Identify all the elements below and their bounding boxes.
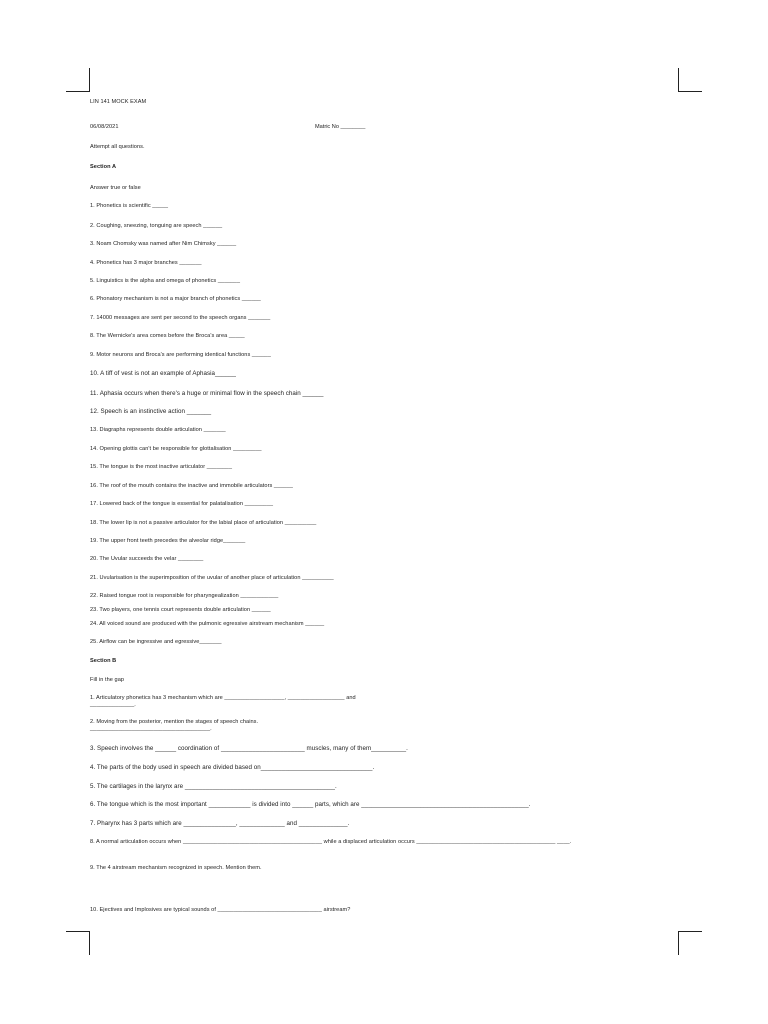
question-a-14: 14. Opening glottis can't be responsible for glottalisation _________ <box>90 446 262 452</box>
question-a-4: 4. Phonetics has 3 major branches _______ <box>90 260 202 266</box>
question-a-13: 13. Diagraphs represents double articulation _______ <box>90 427 226 433</box>
question-b-8: 8. A normal articulation occurs when ____________________________________________ while a displaced articulation occurs ____________________________________________ ____. <box>90 839 572 845</box>
question-a-15: 15. The tongue is the most inactive articulator ________ <box>90 464 233 470</box>
question-a-8: 8. The Wernicke's area comes before the Broca's area _____ <box>90 333 245 339</box>
crop-mark-bottom-left-vertical <box>89 931 90 955</box>
question-a-7: 7. 14000 messages are sent per second to the speech organs _______ <box>90 315 271 321</box>
question-a-22: 22. Raised tongue root is responsible for pharyngealization ____________ <box>90 593 279 599</box>
question-b-6: 6. The tongue which is the most important ____________ is divided into ______ parts, which are ________________________________________________. <box>90 801 531 808</box>
question-a-3: 3. Noam Chomsky was named after Nim Chimsky ______ <box>90 241 237 247</box>
question-a-11: 11. Aphasia occurs when there's a huge or minimal flow in the speech chain ______ <box>90 390 324 397</box>
question-a-2: 2. Coughing, sneezing, tonguing are speech ______ <box>90 223 223 229</box>
crop-mark-top-right-vertical <box>678 68 679 92</box>
question-b-4: 4. The parts of the body used in speech are divided based on________________________________. <box>90 764 375 771</box>
question-b-7: 7. Pharynx has 3 parts which are _______________, _____________ and ______________. <box>90 820 350 827</box>
section-a-title: Section A <box>90 164 117 170</box>
question-b-5: 5. The cartilages in the larynx are ___________________________________________. <box>90 783 337 790</box>
question-b-10: 10. Ejectives and Implosives are typical sounds of _________________________________ airstream? <box>90 907 351 913</box>
exam-date: 06/08/2021 <box>90 124 119 130</box>
question-a-21: 21. Uvularisation is the superimposition of the uvular of another place of articulation __________ <box>90 575 334 581</box>
question-a-20: 20. The Uvular succeeds the velar ________ <box>90 556 204 562</box>
question-a-16: 16. The roof of the mouth contains the inactive and immobile articulators ______ <box>90 483 293 489</box>
question-b-1: 1. Articulatory phonetics has 3 mechanism which are ___________________, __________________ and ______________. <box>90 695 356 708</box>
question-a-25: 25. Airflow can be ingressive and egressive_______ <box>90 639 222 645</box>
crop-mark-bottom-right-horizontal <box>678 931 702 932</box>
question-a-1: 1. Phonetics is scientific _____ <box>90 203 169 209</box>
question-a-6: 6. Phonatory mechanism is not a major branch of phonetics ______ <box>90 296 261 302</box>
question-b-9: 9. The 4 airstream mechanism recognized in speech. Mention them. <box>90 865 262 871</box>
question-a-10: 10. A tiff of vest is not an example of Aphasia______ <box>90 370 236 377</box>
question-a-18: 18. The lower lip is not a passive articulator for the labial place of articulation __________ <box>90 520 317 526</box>
instruction: Attempt all questions. <box>90 144 145 150</box>
section-a-subtitle: Answer true or false <box>90 185 141 191</box>
question-a-24: 24. All voiced sound are produced with the pulmonic egressive airstream mechanism ______ <box>90 621 325 627</box>
section-b-subtitle: Fill in the gap <box>90 677 125 683</box>
crop-mark-top-left-vertical <box>89 68 90 92</box>
matric-number-field: Matric No ________ <box>315 124 366 130</box>
question-a-9: 9. Motor neurons and Broca's are performing identical functions ______ <box>90 352 271 358</box>
course-title: LIN 141 MOCK EXAM <box>90 99 147 105</box>
crop-mark-top-right-horizontal <box>678 91 702 92</box>
question-a-12: 12. Speech is an instinctive action _______ <box>90 408 212 415</box>
crop-mark-bottom-left-horizontal <box>66 931 90 932</box>
question-a-17: 17. Lowered back of the tongue is essential for palatalisation _________ <box>90 501 274 507</box>
question-b-3: 3. Speech involves the ______ coordination of ________________________ muscles, many of them__________. <box>90 745 408 752</box>
question-b-2: 2. Moving from the posterior, mention the stages of speech chains. ______________________________________. <box>90 719 259 732</box>
question-a-23: 23. Two players, one tennis court represents double articulation ______ <box>90 607 271 613</box>
question-a-5: 5. Linguistics is the alpha and omega of phonetics _______ <box>90 278 240 284</box>
section-b-title: Section B <box>90 658 117 664</box>
question-a-19: 19. The upper front teeth precedes the alveolar ridge_______ <box>90 538 246 544</box>
crop-mark-top-left-horizontal <box>66 91 90 92</box>
crop-mark-bottom-right-vertical <box>678 931 679 955</box>
